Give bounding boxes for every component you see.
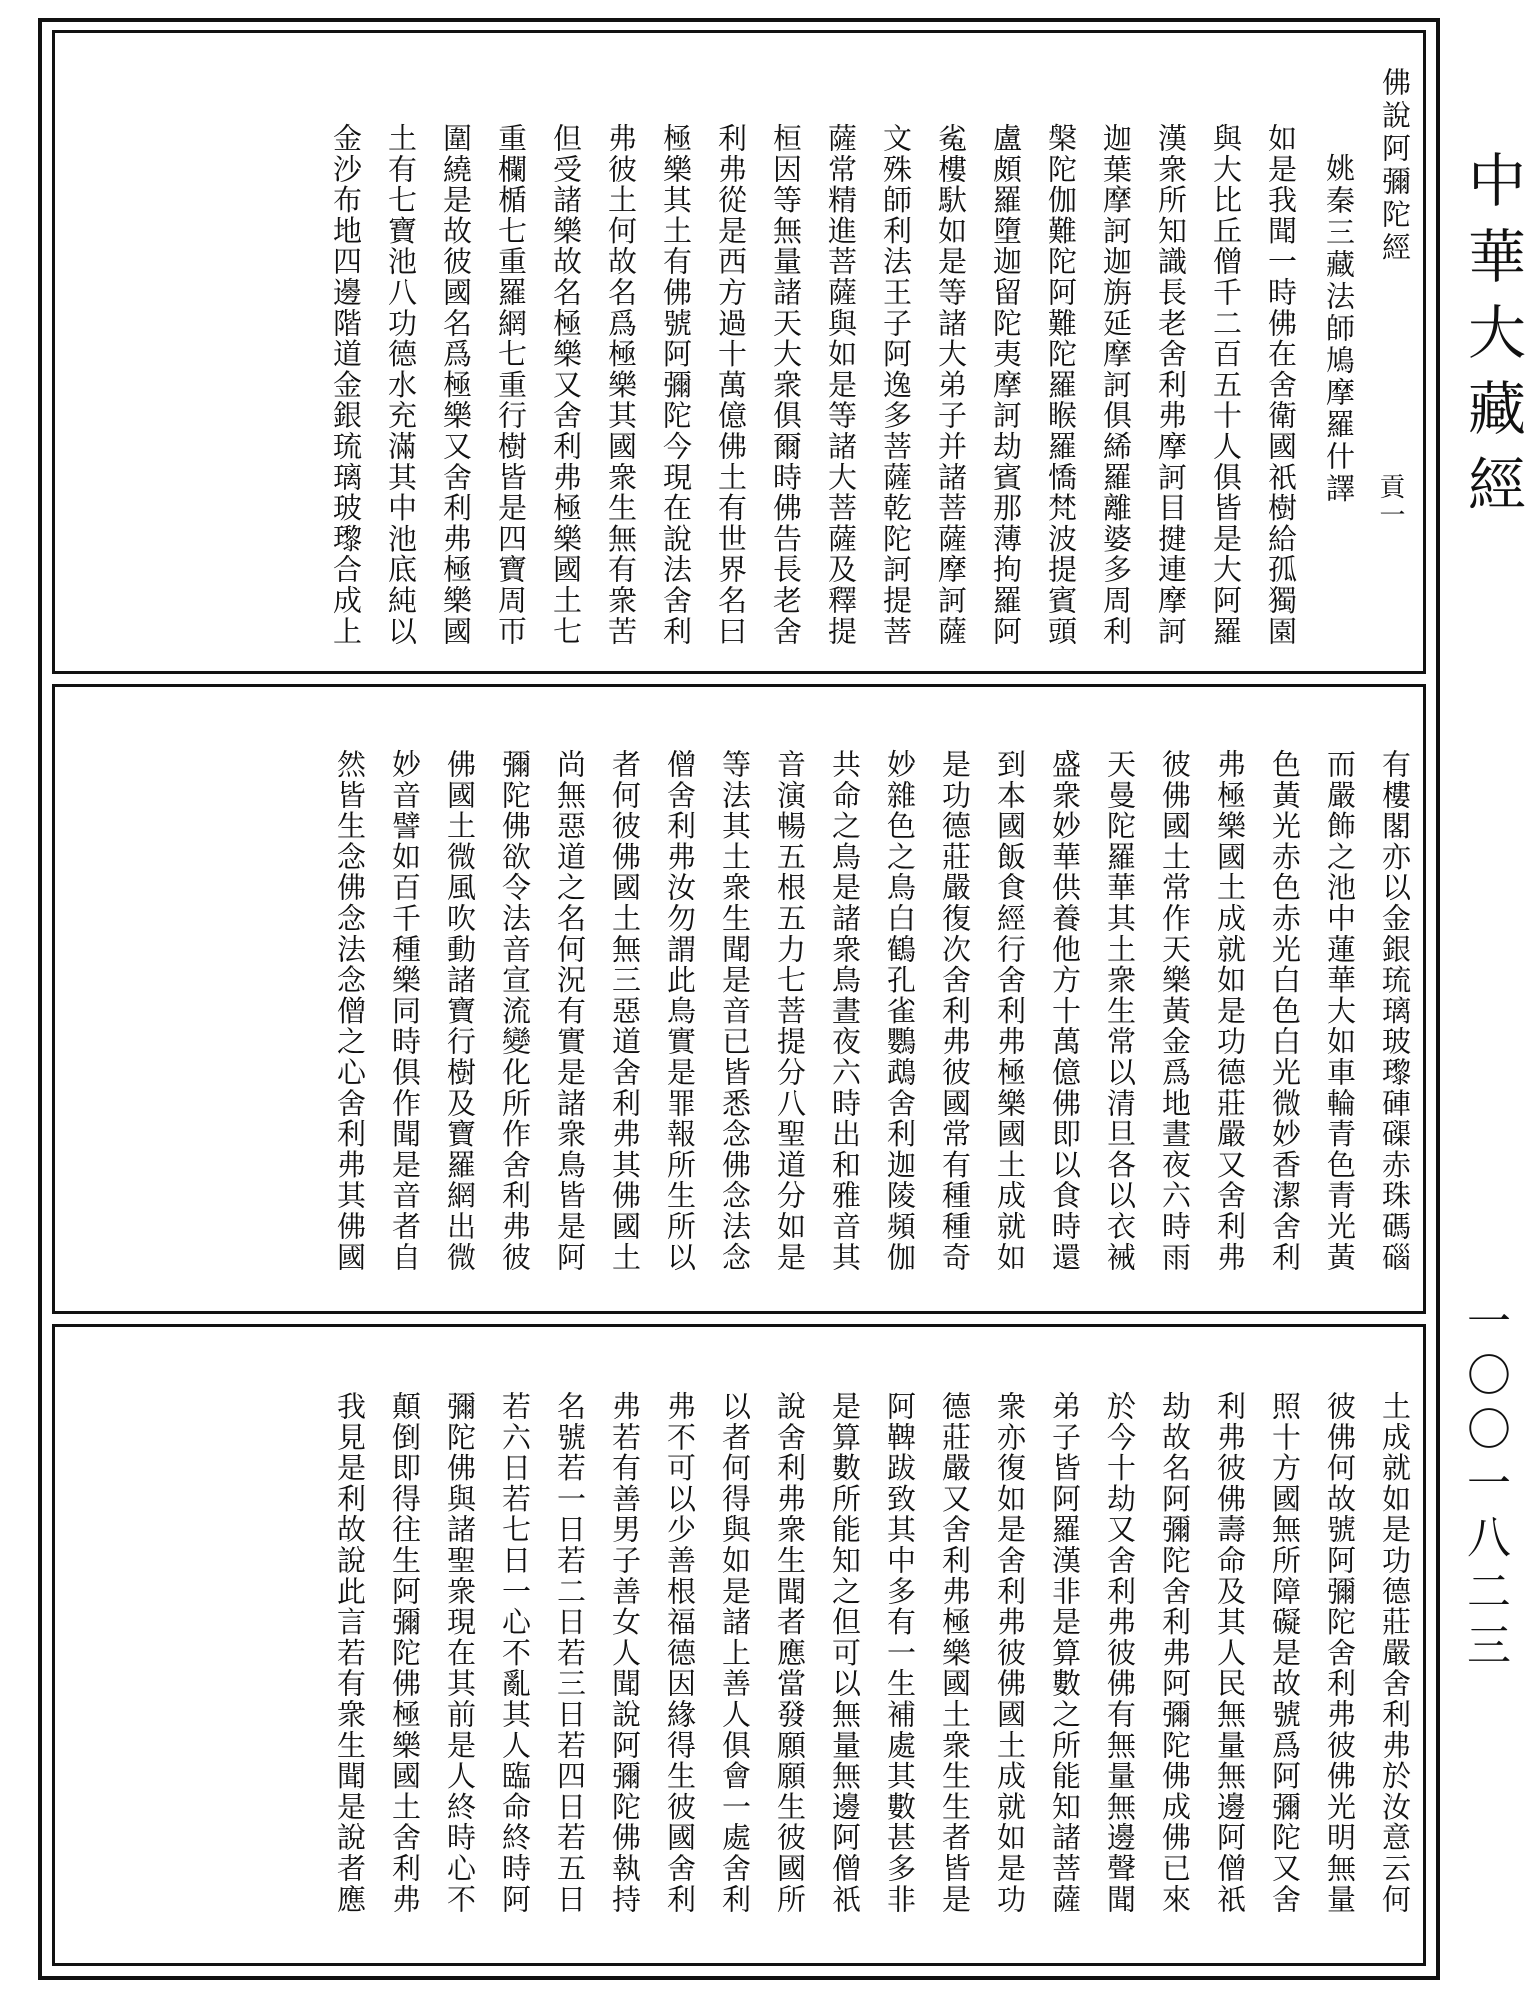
text-column: 阿鞞跋致其中多有一生補處其數甚多非 — [883, 1391, 917, 1915]
text-column: 然皆生念佛念法念僧之心舍利弗其佛國 — [333, 749, 367, 1273]
text-column: 妙雜色之鳥白鶴孔雀鸚鵡舍利迦陵頻伽 — [883, 749, 917, 1273]
text-column: 重欄楯七重羅網七重行樹皆是四寶周帀 — [494, 123, 528, 647]
text-column: 劫故名阿彌陀舍利弗阿彌陀佛成佛已來 — [1158, 1391, 1192, 1915]
text-column: 但受諸樂故名極樂又舍利弗極樂國土七 — [549, 123, 583, 647]
text-column: 利弗從是西方過十萬億佛土有世界名曰 — [714, 123, 748, 647]
text-panel-1 — [52, 30, 1426, 674]
text-column: 照十方國無所障礙是故號爲阿彌陀又舍 — [1268, 1391, 1302, 1915]
text-column: 圍繞是故彼國名爲極樂又舍利弗極樂國 — [439, 123, 473, 647]
text-column: 有樓閣亦以金銀琉璃玻瓈硨磲赤珠碼碯 — [1378, 749, 1412, 1273]
text-column: 於今十劫又舍利弗彼佛有無量無邊聲聞 — [1103, 1391, 1137, 1915]
text-column: 佛國土微風吹動諸寶行樹及寶羅網出微 — [443, 749, 477, 1273]
text-column: 土成就如是功德莊嚴舍利弗於汝意云何 — [1378, 1391, 1412, 1915]
text-column: 彼佛國土常作天樂黃金爲地晝夜六時雨 — [1158, 749, 1192, 1273]
text-column: 漢衆所知識長老舍利弗摩訶目揵連摩訶 — [1154, 123, 1188, 647]
text-column: 妙音譬如百千種樂同時俱作聞是音者自 — [388, 749, 422, 1273]
text-panel-3 — [52, 1324, 1426, 1966]
text-column: 與大比丘僧千二百五十人俱皆是大阿羅 — [1209, 123, 1243, 647]
text-column: 顛倒即得往生阿彌陀佛極樂國土舍利弗 — [388, 1391, 422, 1915]
text-column: 以者何得與如是諸上善人俱會一處舍利 — [718, 1391, 752, 1915]
text-column: 弟子皆阿羅漢非是算數之所能知諸菩薩 — [1048, 1391, 1082, 1915]
text-column: 說舍利弗衆生聞者應當發願願生彼國所 — [773, 1391, 807, 1915]
translator-line: 姚秦三藏法師鳩摩羅什譯 — [1322, 153, 1356, 505]
text-column: 衆亦復如是舍利弗彼佛國土成就如是功 — [993, 1391, 1027, 1915]
text-column: 桓因等無量諸天大衆俱爾時佛告長老舍 — [769, 123, 803, 647]
text-column: 弗彼土何故名爲極樂其國衆生無有衆苦 — [604, 123, 638, 647]
text-column: 共命之鳥是諸衆鳥晝夜六時出和雅音其 — [828, 749, 862, 1273]
text-column: 音演暢五根五力七菩提分八聖道分如是 — [773, 749, 807, 1273]
text-column: 名號若一日若二日若三日若四日若五日 — [553, 1391, 587, 1915]
text-column: 而嚴飾之池中蓮華大如車輪青色青光黃 — [1323, 749, 1357, 1273]
text-column: 㝹樓馱如是等諸大弟子并諸菩薩摩訶薩 — [934, 123, 968, 647]
panel-page-label: 貢一 — [1375, 473, 1405, 529]
page-frame — [38, 18, 1440, 1980]
panel-1-columns — [235, 123, 1298, 651]
text-column: 是功德莊嚴復次舍利弗彼國常有種種奇 — [938, 749, 972, 1273]
text-column: 盧頗羅墮迦留陀夷摩訶劫賓那薄拘羅阿 — [989, 123, 1023, 647]
text-column: 到本國飯食經行舍利弗極樂國土成就如 — [993, 749, 1027, 1273]
text-column: 是算數所能知之但可以無量無邊阿僧祇 — [828, 1391, 862, 1915]
text-column: 利弗彼佛壽命及其人民無量無邊阿僧祇 — [1213, 1391, 1247, 1915]
text-column: 土有七寶池八功德水充滿其中池底純以 — [384, 123, 418, 647]
text-column: 若六日若七日一心不亂其人臨命終時阿 — [498, 1391, 532, 1915]
text-column: 文殊師利法王子阿逸多菩薩乾陀訶提菩 — [879, 123, 913, 647]
text-column: 者何彼佛國土無三惡道舍利弗其佛國土 — [608, 749, 642, 1273]
text-column: 色黃光赤色赤光白色白光微妙香潔舍利 — [1268, 749, 1302, 1273]
text-column: 如是我聞一時佛在舍衛國祇樹給孤獨園 — [1264, 123, 1298, 647]
text-column: 弗不可以少善根福德因緣得生彼國舍利 — [663, 1391, 697, 1915]
collection-title: 中華大藏經 — [1458, 150, 1526, 530]
text-column: 彌陀佛與諸聖衆現在其前是人終時心不 — [443, 1391, 477, 1915]
text-column: 薩常精進菩薩與如是等諸大菩薩及釋提 — [824, 123, 858, 647]
text-column: 盛衆妙華供養他方十萬億佛即以食時還 — [1048, 749, 1082, 1273]
text-column: 槃陀伽難陀阿難陀羅睺羅憍梵波提賓頭 — [1044, 123, 1078, 647]
text-column: 德莊嚴又舍利弗極樂國土衆生生者皆是 — [938, 1391, 972, 1915]
text-column: 天曼陀羅華其土衆生常以清旦各以衣裓 — [1103, 749, 1137, 1273]
text-column: 我見是利故說此言若有衆生聞是說者應 — [333, 1391, 367, 1915]
text-column: 彼佛何故號阿彌陀舍利弗彼佛光明無量 — [1323, 1391, 1357, 1915]
text-column: 弗若有善男子善女人聞說阿彌陀佛執持 — [608, 1391, 642, 1915]
text-column: 迦葉摩訶迦旃延摩訶俱絺羅離婆多周利 — [1099, 123, 1133, 647]
page-number: 一〇〇一八二三 — [1459, 1298, 1510, 1676]
sutra-title: 佛說阿彌陀經 — [1378, 67, 1412, 265]
text-column: 等法其土衆生聞是音已皆悉念佛念法念 — [718, 749, 752, 1273]
text-column: 彌陀佛欲令法音宣流變化所作舍利弗彼 — [498, 749, 532, 1273]
text-column: 僧舍利弗汝勿謂此鳥實是罪報所生所以 — [663, 749, 697, 1273]
panel-2-columns — [289, 749, 1412, 1273]
panel-3-columns — [289, 1391, 1412, 1917]
text-column: 弗極樂國土成就如是功德莊嚴又舍利弗 — [1213, 749, 1247, 1273]
text-column: 金沙布地四邊階道金銀琉璃玻瓈合成上 — [329, 123, 363, 647]
text-column: 尚無惡道之名何況有實是諸衆鳥皆是阿 — [553, 749, 587, 1273]
text-panel-2 — [52, 684, 1426, 1314]
text-column: 極樂其土有佛號阿彌陀今現在說法舍利 — [659, 123, 693, 647]
